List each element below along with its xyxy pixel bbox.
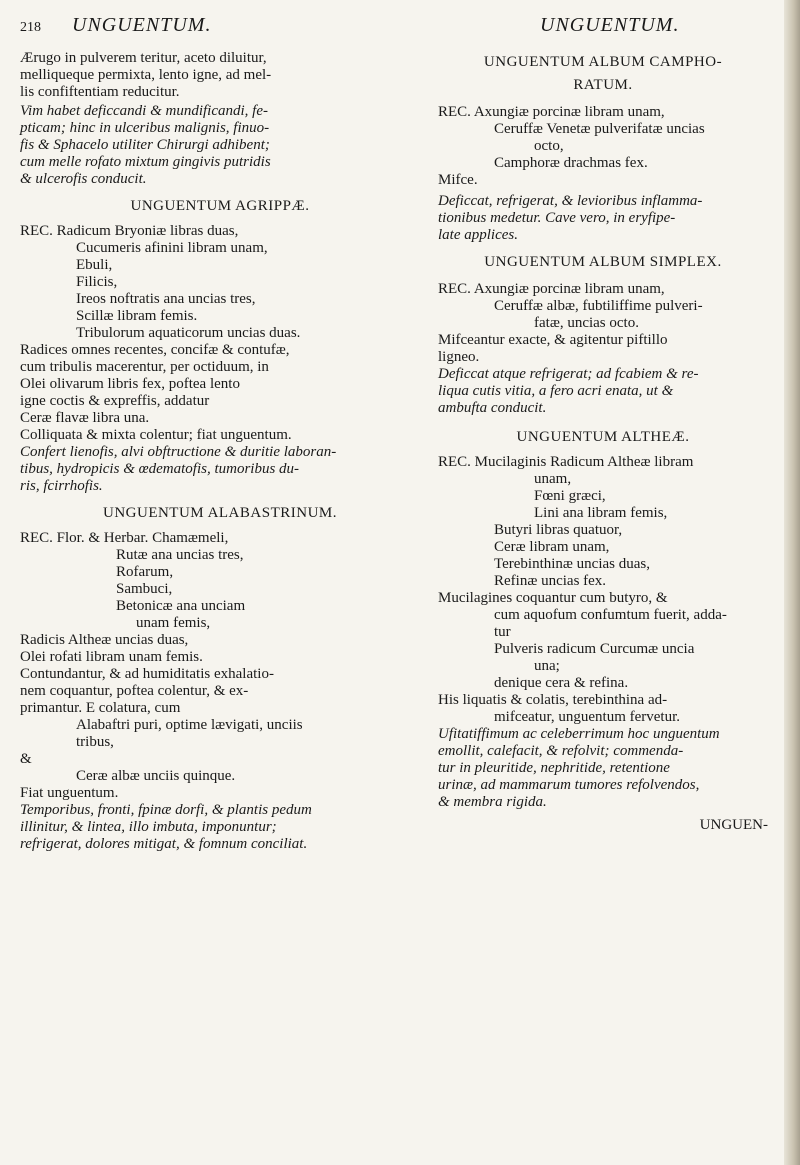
spacer <box>438 244 768 250</box>
text-line: unam femis, <box>136 615 211 631</box>
text-line: Temporibus, fronti, fpinæ dorfi, & plantis pedum <box>20 802 312 818</box>
spacer <box>20 188 420 194</box>
text-line: ligneo. <box>438 349 480 365</box>
text-line: Vim habet deficcandi & mundificandi, fe- <box>20 103 268 119</box>
text-line: Lini ana libram femis, <box>534 505 668 521</box>
page-header <box>20 14 770 44</box>
spacer <box>20 495 420 501</box>
text-line: Ebuli, <box>76 257 113 273</box>
text-line: Colliquata & mixta colentur; fiat unguentum. <box>20 427 292 443</box>
text-line: ris, fcirrhofis. <box>20 478 103 494</box>
section-title: UNGUENTUM ALTHEÆ. <box>516 429 690 445</box>
text-line: REC. Mucilaginis Radicum Altheæ libram <box>438 454 694 470</box>
text-line: Ceruffæ albæ, fubtiliffime pulveri- <box>494 298 703 314</box>
text-line: Ceruffæ Venetæ pulverifatæ uncias <box>494 121 705 137</box>
text-line: tionibus medetur. Cave vero, in eryfipe- <box>438 210 676 226</box>
text-line: REC. Radicum Bryoniæ libras duas, <box>20 223 239 239</box>
text-line: Refinæ uncias fex. <box>494 573 607 589</box>
catchword: UNGUEN- <box>699 817 768 833</box>
text-line: Olei rofati libram unam femis. <box>20 649 203 665</box>
text-line: cum aquofum confumtum fuerit, adda- <box>494 607 727 623</box>
text-line: His liquatis & colatis, terebinthina ad- <box>438 692 668 708</box>
text-line: unam, <box>534 471 572 487</box>
text-line: Mucilagines coquantur cum butyro, & <box>438 590 668 606</box>
text-line: Mifceantur exacte, & agitentur piftillo <box>438 332 668 348</box>
running-head-left: UNGUENTUM. <box>72 14 212 36</box>
text-line: tur in pleuritide, nephritide, retentione <box>438 760 670 776</box>
right-column <box>438 50 768 834</box>
text-line: tribus, <box>76 734 114 750</box>
text-line: Fiat unguentum. <box>20 785 119 801</box>
text-line: tur <box>494 624 511 640</box>
text-line: refrigerat, dolores mitigat, & fomnum conciliat. <box>20 836 308 852</box>
text-line: Contundantur, & ad humiditatis exhalatio- <box>20 666 274 682</box>
text-line: Ufitatiffimum ac celeberrimum hoc unguentum <box>438 726 720 742</box>
text-line: Pulveris radicum Curcumæ uncia <box>494 641 695 657</box>
text-line: Camphoræ drachmas fex. <box>494 155 648 171</box>
text-line: pticam; hinc in ulceribus malignis, finuo- <box>20 120 270 136</box>
text-line: & membra rigida. <box>438 794 547 810</box>
text-line: octo, <box>534 138 564 154</box>
text-line: ambufta conducit. <box>438 400 547 416</box>
section-title: UNGUENTUM ALBUM SIMPLEX. <box>484 254 722 270</box>
text-line: late applices. <box>438 227 518 243</box>
page-number: 218 <box>20 20 41 35</box>
running-head-right: UNGUENTUM. <box>540 14 680 36</box>
text-line: Rutæ ana uncias tres, <box>116 547 244 563</box>
text-line: Terebinthinæ uncias duas, <box>494 556 650 572</box>
text-line: Confert lienofis, alvi obftructione & duritie laboran- <box>20 444 337 460</box>
text-line: tibus, hydropicis & œdematofis, tumoribus du- <box>20 461 300 477</box>
text-line: Deficcat atque refrigerat; ad fcabiem & re- <box>438 366 699 382</box>
text-line: fatæ, uncias octo. <box>534 315 639 331</box>
text-line: Deficcat, refrigerat, & levioribus inflamma- <box>438 193 703 209</box>
text-line: Fœni græci, <box>534 488 606 504</box>
text-line: Ærugo in pulverem teritur, aceto diluitur, <box>20 50 267 66</box>
text-line: liqua cutis vitia, a fero acri enata, ut & <box>438 383 674 399</box>
text-line: una; <box>534 658 560 674</box>
text-line: Scillæ libram femis. <box>76 308 198 324</box>
text-line: cum melle rofato mixtum gingivis putridis <box>20 154 271 170</box>
spacer <box>438 417 768 425</box>
text-line: REC. Axungiæ porcinæ libram unam, <box>438 104 665 120</box>
section-title: RATUM. <box>573 77 633 93</box>
text-line: nem coquantur, poftea colentur, & ex- <box>20 683 249 699</box>
text-line: illinitur, & lintea, illo imbuta, imponuntur; <box>20 819 277 835</box>
text-line: & <box>20 751 32 767</box>
text-line: Radices omnes recentes, concifæ & contufæ, <box>20 342 290 358</box>
text-line: Ireos noftratis ana uncias tres, <box>76 291 256 307</box>
text-line: Alabaftri puri, optime lævigati, unciis <box>76 717 303 733</box>
text-line: Tribulorum aquaticorum uncias duas. <box>76 325 301 341</box>
text-line: REC. Axungiæ porcinæ libram unam, <box>438 281 665 297</box>
left-column <box>20 50 420 853</box>
text-line: Cucumeris afinini libram unam, <box>76 240 268 256</box>
text-line: Sambuci, <box>116 581 173 597</box>
text-line: denique cera & refina. <box>494 675 629 691</box>
section-title: UNGUENTUM ALBUM CAMPHO- <box>483 54 723 70</box>
text-line: mifceatur, unguentum fervetur. <box>494 709 680 725</box>
text-line: fis & Sphacelo utiliter Chirurgi adhibent; <box>20 137 270 153</box>
text-line: Butyri libras quatuor, <box>494 522 623 538</box>
text-line: Ceræ libram unam, <box>494 539 610 555</box>
text-line: Filicis, <box>76 274 118 290</box>
text-line: melliqueque permixta, lento igne, ad mel- <box>20 67 272 83</box>
text-line: Mifce. <box>438 172 478 188</box>
text-line: primantur. E colatura, cum <box>20 700 181 716</box>
text-line: igne coctis & expreffis, addatur <box>20 393 210 409</box>
text-line: Ceræ albæ unciis quinque. <box>76 768 236 784</box>
text-line: Betonicæ ana unciam <box>116 598 246 614</box>
text-line: Ceræ flavæ libra una. <box>20 410 150 426</box>
text-line: Olei olivarum libris fex, poftea lento <box>20 376 240 392</box>
page-edge <box>784 0 800 1165</box>
text-line: & ulcerofis conducit. <box>20 171 147 187</box>
text-line: urinæ, ad mammarum tumores refolvendos, <box>438 777 700 793</box>
section-title: UNGUENTUM AGRIPPÆ. <box>130 198 310 214</box>
text-line: Rofarum, <box>116 564 174 580</box>
text-line: cum tribulis macerentur, per octiduum, in <box>20 359 269 375</box>
text-line: Radicis Altheæ uncias duas, <box>20 632 189 648</box>
text-line: REC. Flor. & Herbar. Chamæmeli, <box>20 530 229 546</box>
text-line: emollit, calefacit, & refolvit; commenda- <box>438 743 684 759</box>
section-title: UNGUENTUM ALABASTRINUM. <box>102 505 337 521</box>
text-line: lis confiftentiam reducitur. <box>20 84 180 100</box>
